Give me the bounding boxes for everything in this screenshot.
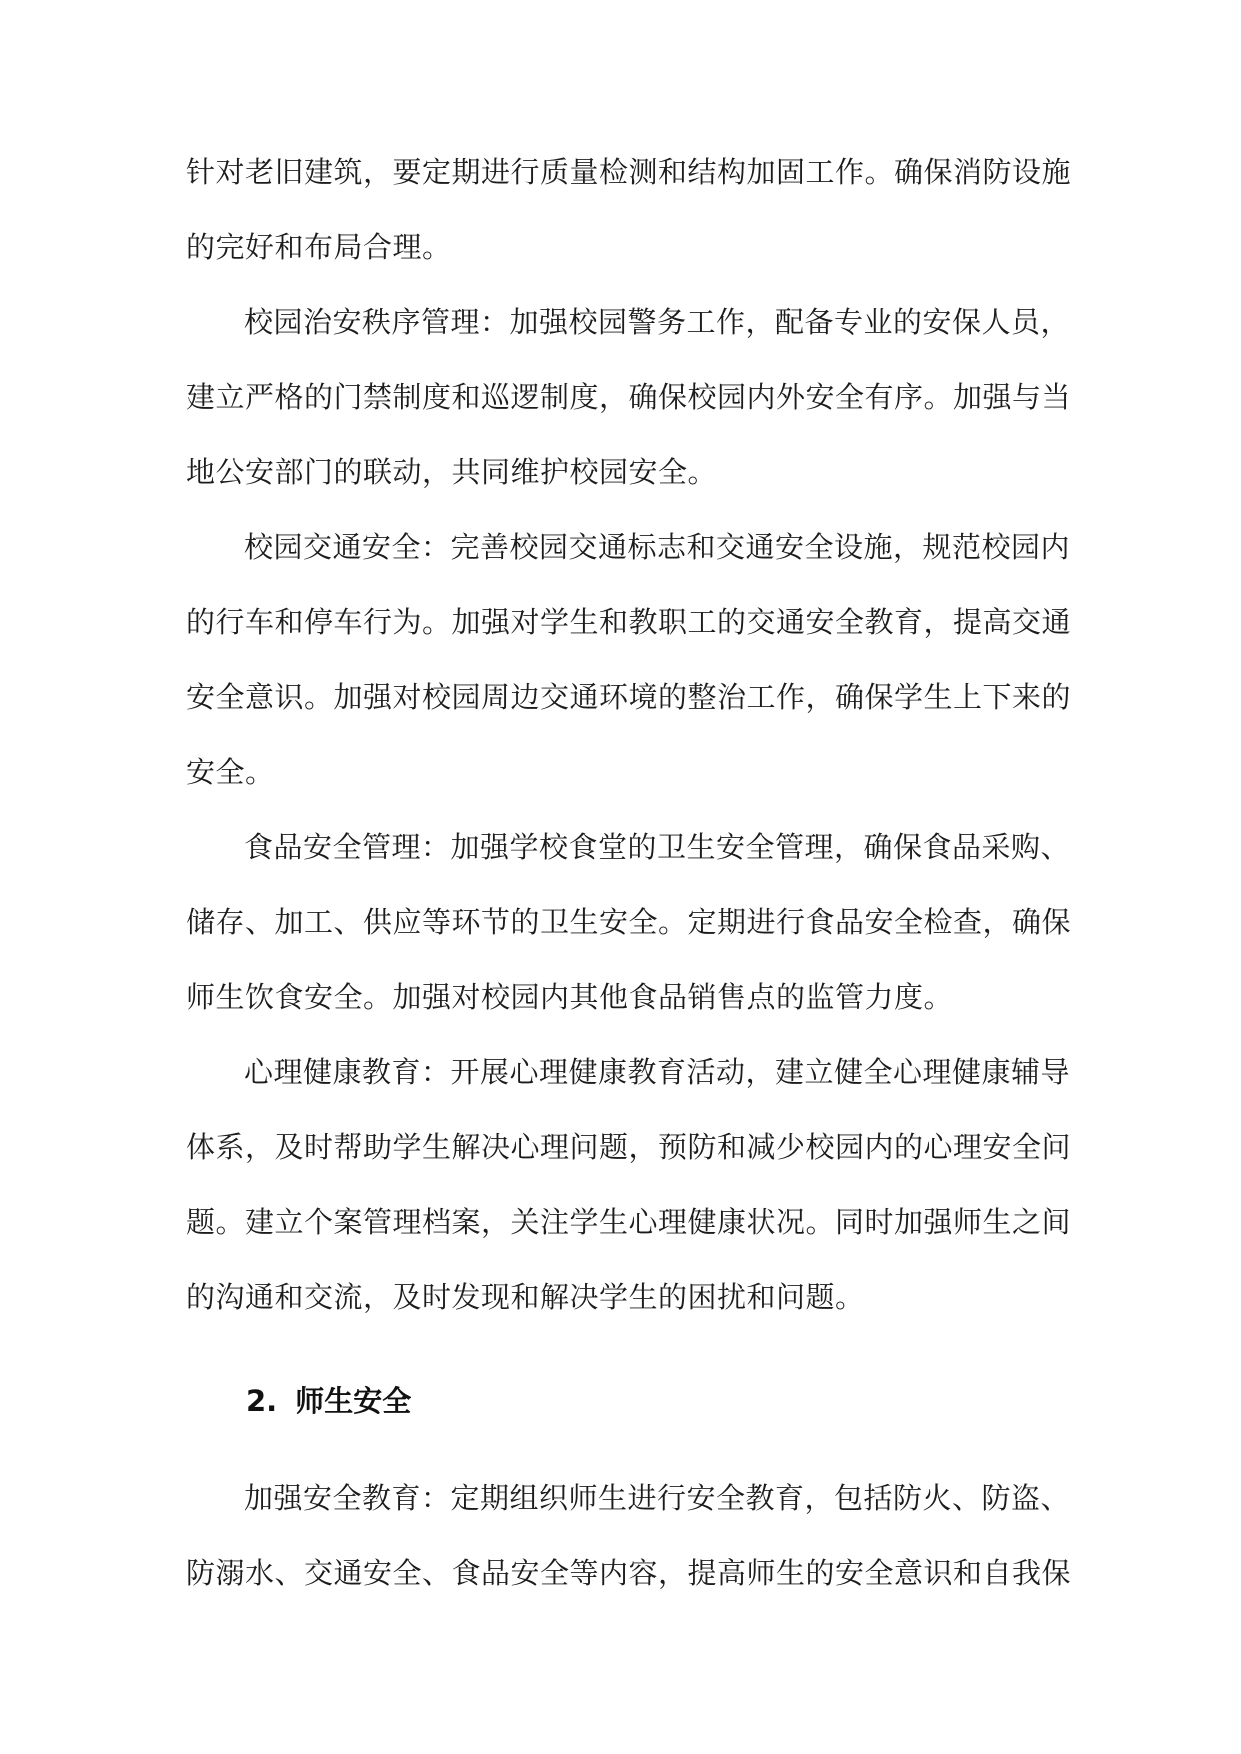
paragraph-line: 校园治安秩序管理：加强校园警务工作，配备专业的安保人员， <box>244 305 1071 339</box>
paragraph-line: 针对老旧建筑，要定期进行质量检测和结构加固工作。确保消防设施 <box>186 155 1072 189</box>
paragraph-line: 心理健康教育：开展心理健康教育活动，建立健全心理健康辅导 <box>244 1055 1071 1089</box>
paragraph-line: 师生饮食安全。加强对校园内其他食品销售点的监管力度。 <box>186 980 954 1014</box>
paragraph-line: 安全意识。加强对校园周边交通环境的整治工作，确保学生上下来的 <box>186 680 1072 714</box>
paragraph-line: 的完好和布局合理。 <box>186 230 452 264</box>
paragraph-line: 体系，及时帮助学生解决心理问题，预防和减少校园内的心理安全问 <box>186 1130 1072 1164</box>
paragraph-line: 的行车和停车行为。加强对学生和教职工的交通安全教育，提高交通 <box>186 605 1072 639</box>
section-title: 师生安全 <box>295 1384 412 1418</box>
paragraph-line: 地公安部门的联动，共同维护校园安全。 <box>186 455 718 489</box>
section-number: 2. <box>246 1384 278 1418</box>
section-heading <box>246 1381 411 1421</box>
paragraph-line: 安全。 <box>186 755 275 789</box>
paragraph-line: 加强安全教育：定期组织师生进行安全教育，包括防火、防盗、 <box>244 1481 1071 1515</box>
paragraph-line: 校园交通安全：完善校园交通标志和交通安全设施，规范校园内 <box>244 530 1071 564</box>
paragraph-line: 防溺水、交通安全、食品安全等内容，提高师生的安全意识和自我保 <box>186 1556 1072 1590</box>
body-text-bottom <box>186 1461 1072 1611</box>
body-text-top <box>186 135 1072 1335</box>
paragraph-line: 的沟通和交流，及时发现和解决学生的困扰和问题。 <box>186 1280 865 1314</box>
paragraph-line: 食品安全管理：加强学校食堂的卫生安全管理，确保食品采购、 <box>244 830 1071 864</box>
paragraph-line: 建立严格的门禁制度和巡逻制度，确保校园内外安全有序。加强与当 <box>186 380 1072 414</box>
paragraph-line: 储存、加工、供应等环节的卫生安全。定期进行食品安全检查，确保 <box>186 905 1072 939</box>
paragraph-line: 题。建立个案管理档案，关注学生心理健康状况。同时加强师生之间 <box>186 1205 1072 1239</box>
